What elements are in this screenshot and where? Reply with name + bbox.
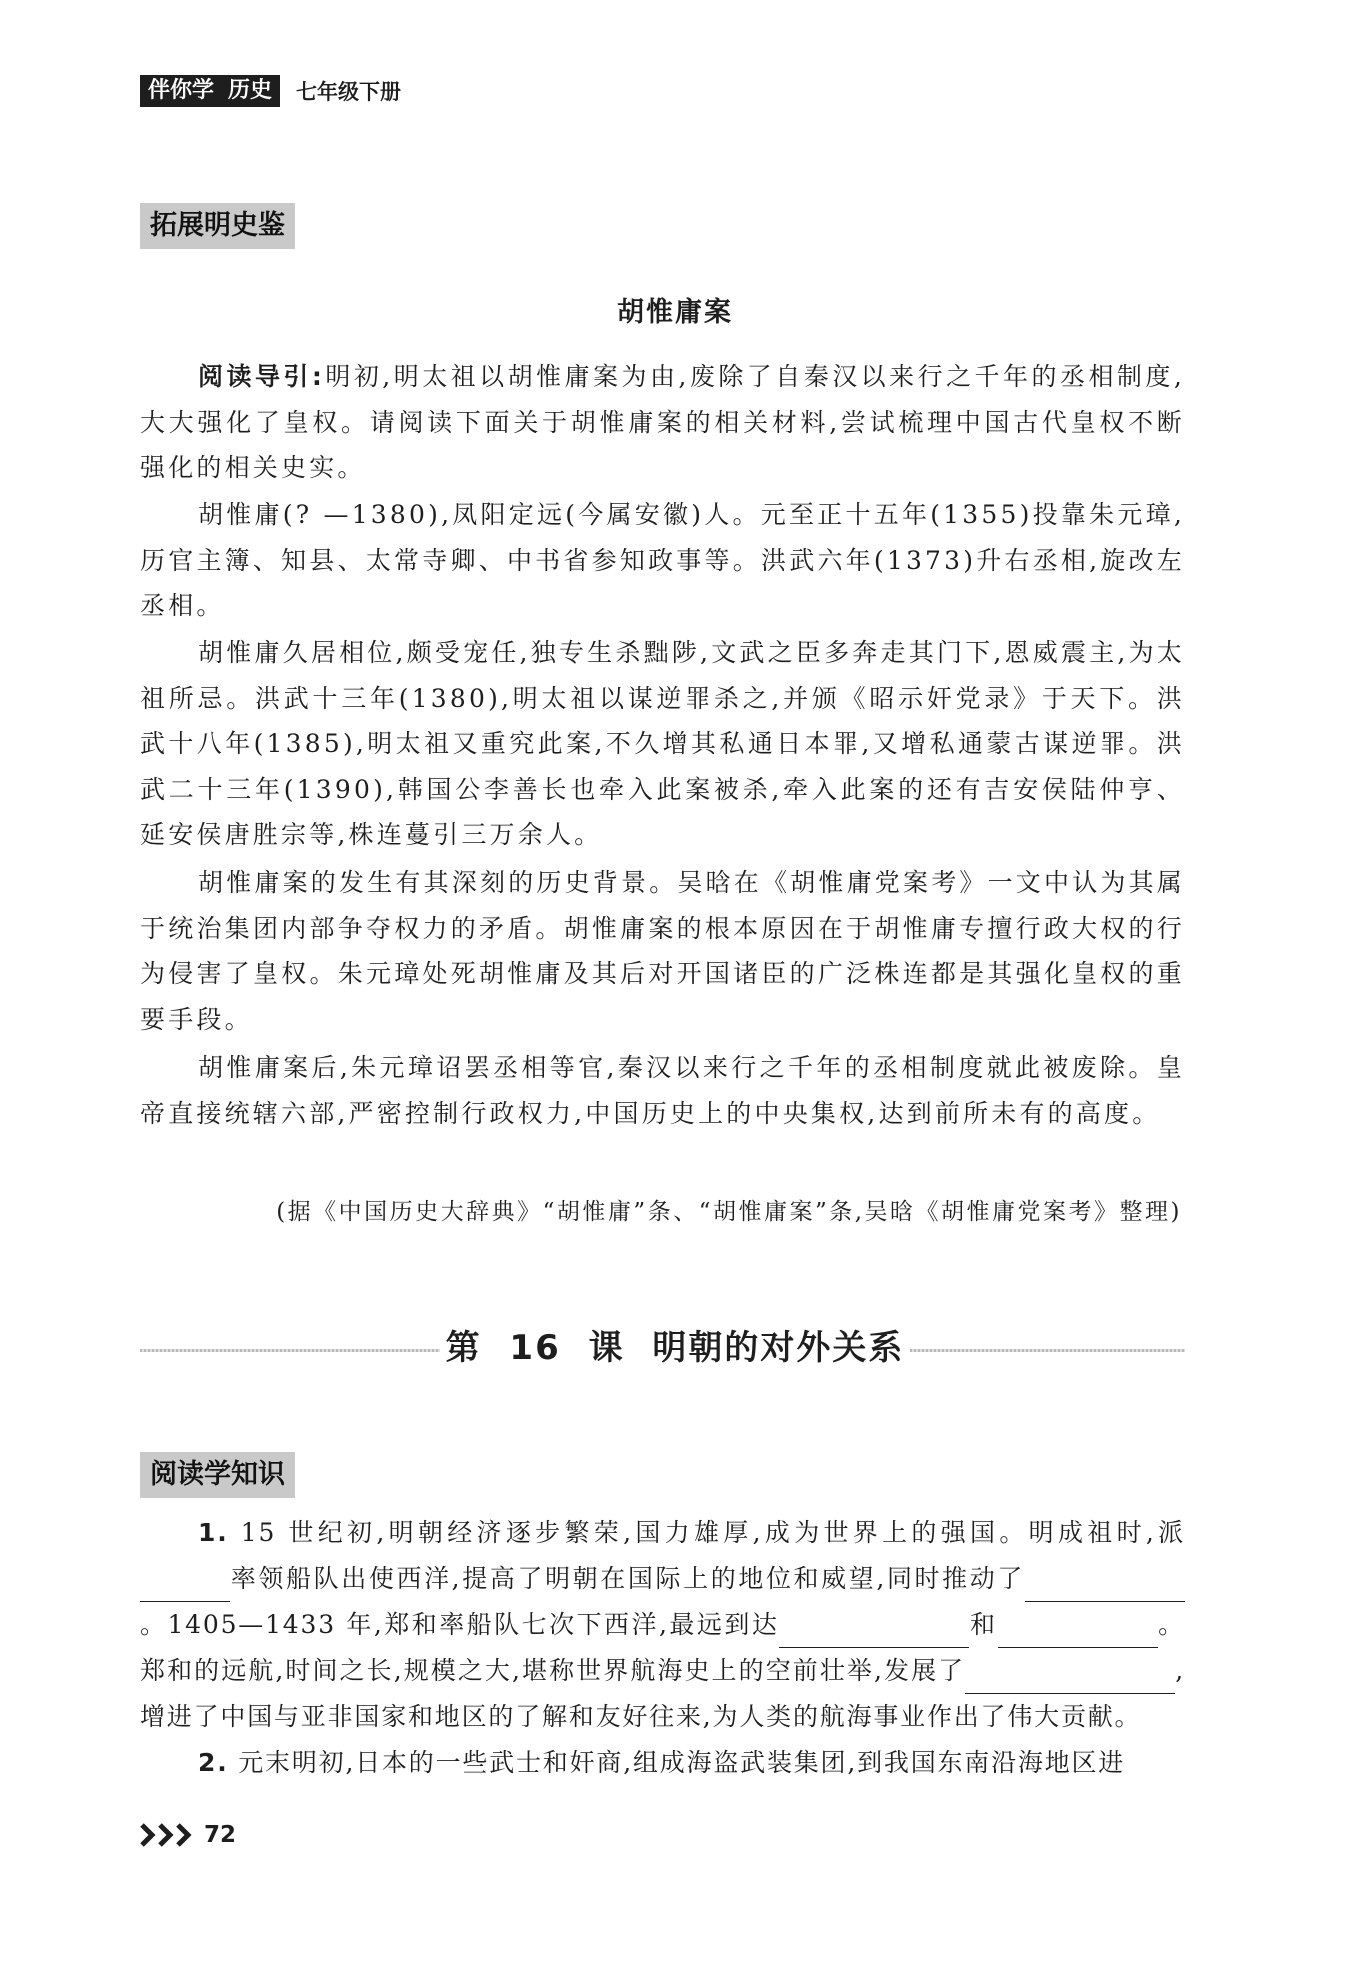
page-header [140, 76, 401, 106]
question-number: 1. [198, 1518, 229, 1547]
question-text: 15 世纪初,明朝经济逐步繁荣,国力雄厚,成为世界上的强国。明成祖时,派 [228, 1518, 1185, 1547]
question-text: 。郑和的远航,时间之长,规模之大,堪称世界航海史上的空前壮举,发展了 [140, 1610, 1185, 1685]
reading-guide-label: 阅读导引: [198, 362, 326, 391]
lesson-number: 第 16 课 [445, 1328, 625, 1368]
reading-guide-text: 明初,明太祖以胡惟庸案为由,废除了自秦汉以来行之千年的丞相制度,大大强化了皇权。请阅读下面关于胡惟庸案的相关材料,尝试梳理中国古代皇权不断强化的相关史实。 [140, 362, 1186, 482]
body-paragraph: 胡惟庸(? —1380),凤阳定远(今属安徽)人。元至正十五年(1355)投靠朱元璋,历官主簿、知县、太常寺卿、中书省参知政事等。洪武六年(1373)升右丞相,旋改左丞相。 [140, 500, 1185, 620]
page-footer [140, 1822, 236, 1848]
question-text: 。1405—1433 年,郑和率船队七次下西洋,最远到达 [140, 1610, 780, 1639]
lesson-heading [0, 1320, 1350, 1369]
body-paragraph: 胡惟庸久居相位,颇受宠任,独专生杀黜陟,文武之臣多奔走其门下,恩威震主,为太祖所忌。洪武十三年(1380),明太祖以谋逆罪杀之,并颁《昭示奸党录》于天下。洪武十八年(1385),明太祖又重究此案,不久增其私通日本罪,又增私通蒙古谋逆罪。洪武二十三年(1390),韩国公李善长也牵入此案被杀,牵入此案的还有吉安侯陆仲亨、延安侯唐胜宗等,株连蔓引三万余人。 [140, 638, 1185, 849]
page-number: 72 [204, 1822, 237, 1848]
question-2 [140, 1740, 1185, 1786]
body-paragraph: 胡惟庸案的发生有其深刻的历史背景。吴晗在《胡惟庸党案考》一文中认为其属于统治集团内部争夺权力的矛盾。胡惟庸案的根本原因在于胡惟庸专擅行政大权的行为侵害了皇权。朱元璋处死胡惟庸及其后对开国诸臣的广泛株连都是其强化皇权的重要手段。 [140, 868, 1186, 1034]
answer-blank[interactable] [140, 1571, 230, 1602]
question-number: 2. [198, 1748, 229, 1777]
article-title: 胡惟庸案 [617, 297, 733, 328]
grade-label: 七年级下册 [296, 79, 402, 104]
lesson-title: 明朝的对外关系 [652, 1328, 905, 1368]
subject-name: 历史 [228, 78, 273, 103]
triple-chevron-right-icon [140, 1822, 198, 1848]
question-text: ,增进了中国与亚非国家和地区的了解和友好往来,为人类的航海事业作出了伟大贡献。 [140, 1656, 1185, 1731]
answer-blank[interactable] [1025, 1571, 1185, 1602]
answer-blank[interactable] [965, 1663, 1175, 1694]
question-text: 元末明初,日本的一些武士和奸商,组成海盗武装集团,到我国东南沿海地区进 [228, 1748, 1126, 1777]
book-brand-badge [140, 75, 280, 107]
answer-blank[interactable] [779, 1617, 969, 1648]
section-tag-reading: 阅读学知识 [140, 1452, 295, 1498]
question-1 [140, 1510, 1185, 1740]
question-text: 和 [969, 1610, 998, 1639]
reading-guide [140, 354, 1185, 491]
source-citation: (据《中国历史大辞典》“胡惟庸”条、“胡惟庸案”条,吴晗《胡惟庸党案考》整理) [276, 1199, 1182, 1225]
brand-name: 伴你学 [148, 78, 215, 103]
body-paragraph: 胡惟庸案后,朱元璋诏罢丞相等官,秦汉以来行之千年的丞相制度就此被废除。皇帝直接统辖六部,严密控制行政权力,中国历史上的中央集权,达到前所未有的高度。 [140, 1053, 1185, 1128]
answer-blank[interactable] [998, 1617, 1158, 1648]
section-tag-extension: 拓展明史鉴 [140, 203, 295, 249]
question-text: 率领船队出使西洋,提高了明朝在国际上的地位和威望,同时推动了 [230, 1564, 1025, 1593]
